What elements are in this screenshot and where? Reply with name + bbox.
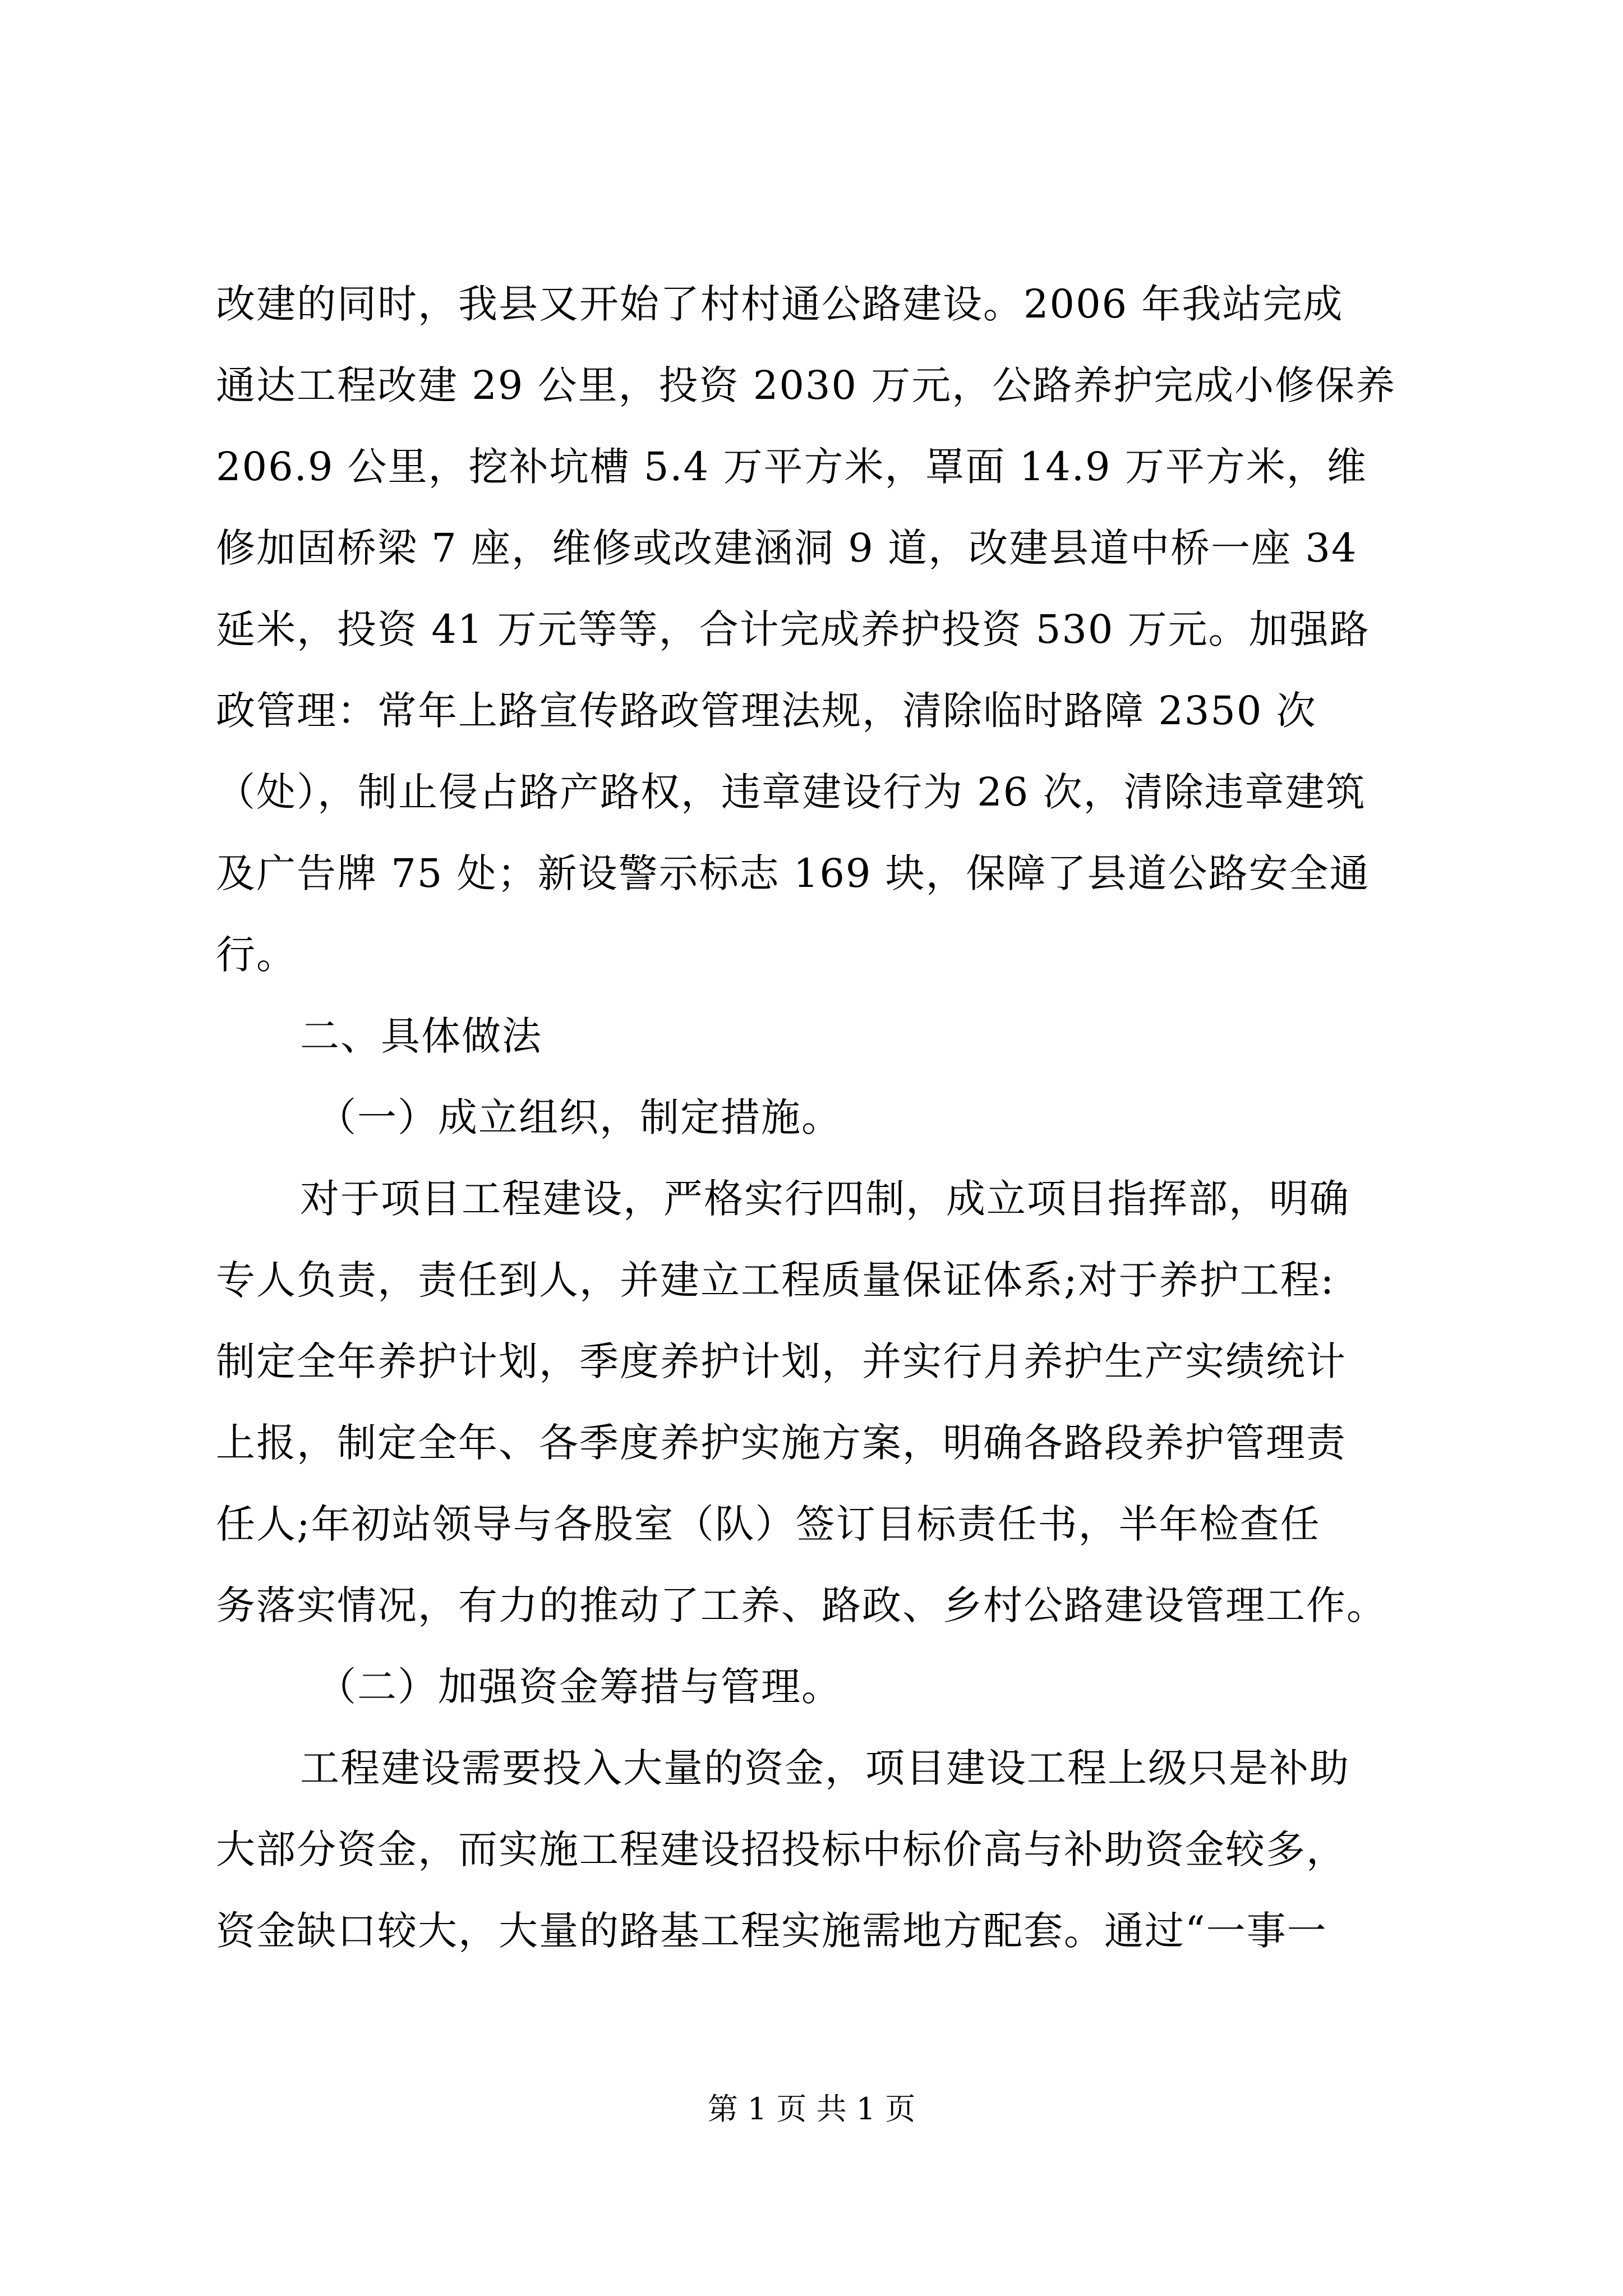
- paragraph-line: 任人;年初站领导与各股室（队）签订目标责任书，半年检查任: [216, 1501, 1321, 1547]
- paragraph-line: 政管理：常年上路宣传路政管理法规，清除临时路障 2350 次: [216, 688, 1317, 734]
- document-body: [216, 264, 1410, 1972]
- paragraph-line: 制定全年养护计划，季度养护计划，并实行月养护生产实绩统计: [216, 1338, 1347, 1384]
- paragraph-line: 大部分资金，而实施工程建设招投标中标价高与补助资金较多，: [216, 1826, 1347, 1872]
- paragraph-line: 务落实情况，有力的推动了工养、路政、乡村公路建设管理工作。: [216, 1582, 1387, 1628]
- section-heading: 二、具体做法: [300, 1013, 542, 1059]
- paragraph-line: 206.9 公里，挖补坑槽 5.4 万平方米，罩面 14.9 万平方米，维: [216, 444, 1367, 490]
- paragraph-line: 改建的同时，我县又开始了村村通公路建设。2006 年我站完成: [216, 281, 1344, 327]
- subsection-heading: （一）成立组织，制定措施。: [317, 1094, 842, 1140]
- page-footer: 第 1 页 共 1 页: [707, 2091, 916, 2127]
- paragraph-line: 对于项目工程建设，严格实行四制，成立项目指挥部，明确: [300, 1176, 1350, 1222]
- paragraph-line: 工程建设需要投入大量的资金，项目建设工程上级只是补助: [300, 1745, 1350, 1791]
- paragraph-line: 修加固桥梁 7 座，维修或改建涵洞 9 道，改建县道中桥一座 34: [216, 525, 1358, 571]
- paragraph-line: 延米，投资 41 万元等等，合计完成养护投资 530 万元。加强路: [216, 606, 1370, 652]
- paragraph-line: 及广告牌 75 处；新设警示标志 169 块，保障了县道公路安全通: [216, 850, 1370, 896]
- paragraph-line: 行。: [216, 932, 297, 978]
- paragraph-line: （处），制止侵占路产路权，违章建设行为 26 次，清除违章建筑: [216, 769, 1366, 815]
- paragraph-line: 专人负责，责任到人，并建立工程质量保证体系;对于养护工程:: [216, 1257, 1335, 1303]
- paragraph-line: 上报，制定全年、各季度养护实施方案，明确各路段养护管理责: [216, 1420, 1347, 1466]
- subsection-heading: （二）加强资金筹措与管理。: [317, 1664, 842, 1710]
- paragraph-line: 通达工程改建 29 公里，投资 2030 万元，公路养护完成小修保养: [216, 362, 1396, 408]
- paragraph-line: 资金缺口较大，大量的路基工程实施需地方配套。通过“一事一: [216, 1908, 1327, 1954]
